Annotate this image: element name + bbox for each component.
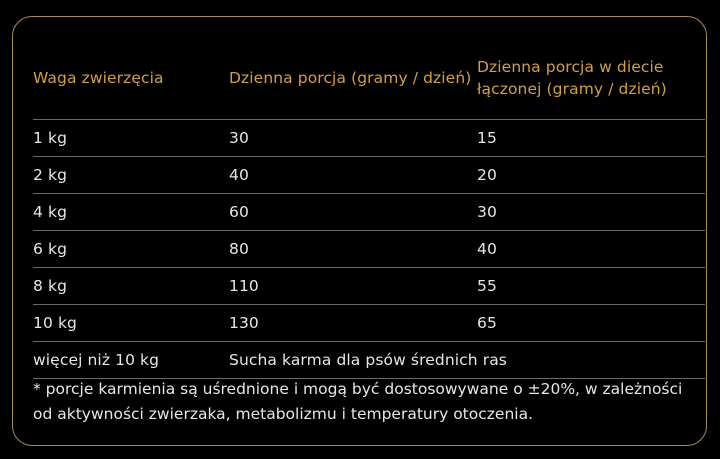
cell-daily-portion: 30 bbox=[229, 120, 477, 157]
header-combined-portion: Dzienna porcja w diecie łączonej (gramy / dzień) bbox=[477, 39, 705, 120]
header-daily-portion: Dzienna porcja (gramy / dzień) bbox=[229, 39, 477, 120]
cell-combined-portion: 15 bbox=[477, 120, 705, 157]
cell-weight: 10 kg bbox=[33, 305, 229, 342]
header-weight: Waga zwierzęcia bbox=[33, 39, 229, 120]
cell-weight: 2 kg bbox=[33, 157, 229, 194]
cell-weight: 6 kg bbox=[33, 231, 229, 268]
cell-recommendation: Sucha karma dla psów średnich ras bbox=[229, 342, 705, 379]
cell-combined-portion: 55 bbox=[477, 268, 705, 305]
cell-weight: więcej niż 10 kg bbox=[33, 342, 229, 379]
cell-weight: 1 kg bbox=[33, 120, 229, 157]
cell-daily-portion: 130 bbox=[229, 305, 477, 342]
table-header-row bbox=[33, 39, 705, 120]
feeding-table bbox=[33, 39, 705, 379]
cell-daily-portion: 80 bbox=[229, 231, 477, 268]
cell-combined-portion: 65 bbox=[477, 305, 705, 342]
cell-daily-portion: 40 bbox=[229, 157, 477, 194]
cell-combined-portion: 40 bbox=[477, 231, 705, 268]
table-row bbox=[33, 157, 705, 194]
cell-combined-portion: 20 bbox=[477, 157, 705, 194]
cell-weight: 4 kg bbox=[33, 194, 229, 231]
table-row bbox=[33, 120, 705, 157]
table-row bbox=[33, 268, 705, 305]
table-row bbox=[33, 231, 705, 268]
cell-daily-portion: 110 bbox=[229, 268, 477, 305]
feeding-table-card bbox=[12, 16, 707, 446]
table-row bbox=[33, 194, 705, 231]
cell-daily-portion: 60 bbox=[229, 194, 477, 231]
table-row-over-10kg bbox=[33, 342, 705, 379]
table-row bbox=[33, 305, 705, 342]
cell-combined-portion: 30 bbox=[477, 194, 705, 231]
cell-weight: 8 kg bbox=[33, 268, 229, 305]
footnote: * porcje karmienia są uśrednione i mogą być dostosowywane o ±20%, w zależności od aktywności zwierzaka, metabolizmu i temperatury otoczenia. bbox=[33, 380, 683, 423]
